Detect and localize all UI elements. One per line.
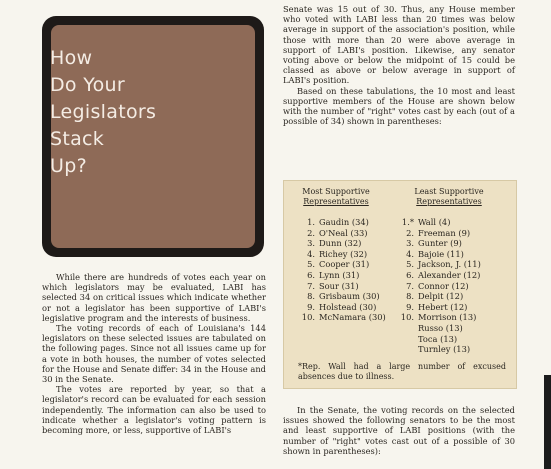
most-header-line-2: Representatives [303, 196, 369, 206]
list-item-number: 9. [406, 301, 414, 312]
list-item-name: Hebert (12) [418, 301, 468, 312]
list-item [298, 291, 386, 302]
list-item [298, 228, 386, 239]
article-title [50, 45, 210, 180]
list-item [298, 238, 386, 249]
list-item-number: 2. [307, 227, 315, 238]
list-item-name: Delpit (12) [418, 291, 464, 302]
list-item-number: 7. [307, 280, 315, 291]
list-item-number: 6. [307, 269, 315, 280]
left-paragraph-3: The votes are reported by year, so that a legislator's record can be evaluated for each session independently. The information can also be used to indicate whether a legislator's voting pattern is becoming more, or less, supportive of LABI's [42, 384, 266, 436]
list-item-number: 1. [307, 217, 315, 227]
title-line-4: Stack [50, 128, 105, 150]
list-item-name: Turnley (13) [418, 344, 471, 355]
list-item [397, 217, 481, 228]
list-item-name: Lynn (31) [319, 269, 360, 280]
list-item-number: 8. [406, 291, 414, 302]
left-paragraph-1: While there are hundreds of votes each year on which legislators may be evaluated, LABI has selected 34 on critical issues which indicate whether or not a legislator has been supportive of LABI's legislative program and the interests of business. [42, 272, 266, 323]
list-item-name: Russo (13) [418, 322, 463, 333]
list-item-number: 7. [406, 280, 414, 291]
list-item-number: 2. [406, 227, 414, 238]
list-item [397, 312, 481, 323]
least-supportive-header [404, 187, 494, 206]
list-item [298, 270, 386, 281]
supportive-representatives-box [283, 180, 517, 389]
list-item-name: Toca (13) [418, 333, 458, 344]
title-line-5: Up? [50, 155, 87, 177]
list-item-name: Connor (12) [418, 280, 469, 291]
list-item-number: 6. [406, 269, 414, 280]
most-supportive-header [294, 187, 378, 206]
list-item-name: Gaudin (34) [319, 217, 369, 227]
list-item-name: Bajoie (11) [418, 248, 464, 259]
right-paragraph-2: Based on these tabulations, the 10 most and least supportive members of the House are shown below with the number of "right" votes cast by each (out of a possible of 34) shown in parentheses: [283, 85, 515, 127]
list-item-name: Holstead (30) [319, 301, 377, 312]
list-item-name: Alexander (12) [418, 269, 481, 280]
list-item [298, 302, 386, 313]
list-item [298, 312, 386, 323]
right-column-bottom [283, 405, 515, 456]
list-item [397, 323, 481, 334]
list-item [298, 259, 386, 270]
most-header-line-1: Most Supportive [302, 187, 370, 196]
list-item-name: Jackson, J. (11) [418, 259, 481, 270]
left-paragraph-2: The voting records of each of Louisiana's 144 legislators on these selected issues are tabulated on the following pages. Since not all issues came up for a vote in both houses, the number of votes selected for the House and Senate differ: 34 in the House and 30 in the Senate. [42, 323, 266, 385]
least-supportive-list [397, 217, 481, 355]
title-line-2: Do Your [50, 74, 125, 96]
right-paragraph-3: In the Senate, the voting records on the selected issues showed the following senators to be the most and least supportive of LABI positions (with the number of "right" votes cast out of a possible of 30 shown in parentheses): [283, 405, 515, 456]
list-item-number: 4. [307, 248, 315, 259]
list-item [397, 302, 481, 313]
list-item [397, 291, 481, 302]
list-item-number: 8. [307, 291, 315, 302]
list-item-number: 3. [307, 238, 315, 249]
left-column [42, 272, 266, 435]
list-item [397, 259, 481, 270]
list-item-name: Grisbaum (30) [319, 291, 380, 302]
list-item [397, 270, 481, 281]
least-header-line-1: Least Supportive [414, 187, 484, 196]
page-edge-shadow [544, 375, 551, 469]
list-item [397, 334, 481, 345]
list-item-name: Morrison (13) [418, 312, 477, 323]
list-item-name: Freeman (9) [418, 227, 471, 238]
list-item [298, 249, 386, 260]
list-item [397, 344, 481, 355]
list-item [397, 238, 481, 249]
list-item-number: 10. [301, 312, 315, 323]
list-item-name: McNamara (30) [319, 312, 386, 323]
list-item-name: Sour (31) [319, 280, 359, 291]
list-item-number: 3. [406, 238, 414, 249]
list-item-number: 1.* [401, 217, 414, 227]
list-item-name: Cooper (31) [319, 259, 370, 270]
list-item [397, 249, 481, 260]
least-header-line-2: Representatives [416, 196, 482, 206]
list-item [397, 281, 481, 292]
list-item-name: O'Neal (33) [319, 227, 368, 238]
list-item [298, 281, 386, 292]
list-item-number: 4. [406, 248, 414, 259]
list-item-name: Richey (32) [319, 248, 368, 259]
list-item-name: Gunter (9) [418, 238, 462, 249]
most-supportive-list [298, 217, 386, 323]
list-item-number: 5. [406, 259, 414, 270]
title-line-3: Legislators [50, 101, 157, 123]
list-item-name: Wall (4) [418, 217, 451, 227]
footnote: *Rep. Wall had a large number of excused absences due to illness. [298, 362, 506, 381]
right-paragraph-1: Senate was 15 out of 30. Thus, any House member who voted with LABI less than 20 times was below average in support of the association's position, while those with more than 20 were above average in support of LABI's position. Likewise, any senator voting above or below the midpoint of 15 could be classed as above or below average in support of LABI's position. [283, 4, 515, 86]
list-item-number: 5. [307, 259, 315, 270]
title-line-1: How [50, 47, 93, 69]
right-column-top [283, 4, 515, 126]
list-item [298, 217, 386, 228]
list-item-name: Dunn (32) [319, 238, 362, 249]
list-item-number: 9. [307, 301, 315, 312]
list-item [397, 228, 481, 239]
list-item-number: 10. [400, 312, 414, 323]
